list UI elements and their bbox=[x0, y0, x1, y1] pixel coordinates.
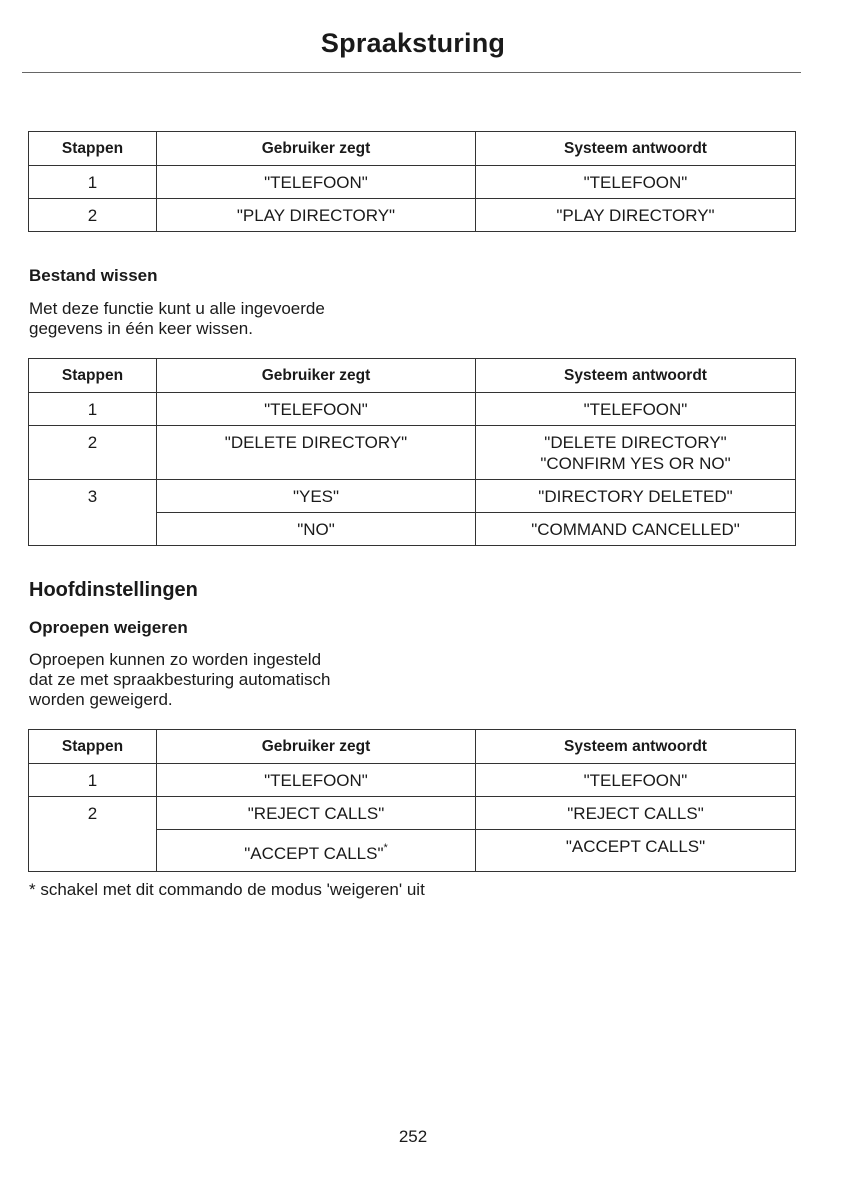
user-command-cell: "DELETE DIRECTORY" bbox=[157, 426, 476, 480]
system-response-cell: "TELEFOON" bbox=[476, 764, 796, 797]
steps-table-play-directory bbox=[28, 131, 796, 232]
step-cell: 1 bbox=[29, 764, 157, 797]
system-response-line: "DELETE DIRECTORY" bbox=[544, 433, 727, 452]
table-row bbox=[29, 797, 796, 830]
table-row bbox=[29, 166, 796, 199]
table-header-row bbox=[29, 730, 796, 764]
section-heading-reject-calls: Oproepen weigeren bbox=[29, 618, 188, 637]
system-response-cell: "TELEFOON" bbox=[476, 393, 796, 426]
section-text-reject-calls: Oproepen kunnen zo worden ingesteld dat ze met spraakbesturing automatisch worden geweigerd. bbox=[29, 650, 331, 709]
column-header-system-responds: Systeem antwoordt bbox=[476, 730, 796, 764]
table-header-row bbox=[29, 359, 796, 393]
user-command-text: "ACCEPT CALLS" bbox=[244, 844, 384, 863]
system-response-cell: "PLAY DIRECTORY" bbox=[476, 199, 796, 232]
footnote-marker: * bbox=[383, 842, 388, 854]
user-command-cell: "PLAY DIRECTORY" bbox=[157, 199, 476, 232]
column-header-user-says: Gebruiker zegt bbox=[157, 359, 476, 393]
step-cell: 2 bbox=[29, 797, 157, 872]
table-row bbox=[29, 426, 796, 480]
user-command-cell: "NO" bbox=[157, 513, 476, 546]
table-row bbox=[29, 199, 796, 232]
step-cell: 2 bbox=[29, 199, 157, 232]
step-cell: 1 bbox=[29, 393, 157, 426]
table-row bbox=[29, 480, 796, 513]
footnote: * schakel met dit commando de modus 'weigeren' uit bbox=[29, 880, 425, 899]
page-title: Spraaksturing bbox=[320, 28, 506, 58]
column-header-system-responds: Systeem antwoordt bbox=[476, 359, 796, 393]
column-header-steps: Stappen bbox=[29, 359, 157, 393]
table-row bbox=[29, 393, 796, 426]
system-response-cell: "COMMAND CANCELLED" bbox=[476, 513, 796, 546]
system-response-cell: "TELEFOON" bbox=[476, 166, 796, 199]
step-cell: 1 bbox=[29, 166, 157, 199]
system-response-cell: "ACCEPT CALLS" bbox=[476, 830, 796, 872]
column-header-steps: Stappen bbox=[29, 132, 157, 166]
column-header-system-responds: Systeem antwoordt bbox=[476, 132, 796, 166]
step-cell: 2 bbox=[29, 426, 157, 480]
system-response-cell: "REJECT CALLS" bbox=[476, 797, 796, 830]
user-command-cell: "REJECT CALLS" bbox=[157, 797, 476, 830]
steps-table-delete-directory bbox=[28, 358, 796, 546]
system-response-line: "CONFIRM YES OR NO" bbox=[540, 454, 731, 473]
user-command-cell bbox=[157, 830, 476, 872]
column-header-steps: Stappen bbox=[29, 730, 157, 764]
column-header-user-says: Gebruiker zegt bbox=[157, 132, 476, 166]
column-header-user-says: Gebruiker zegt bbox=[157, 730, 476, 764]
section-heading-main-settings: Hoofdinstellingen bbox=[29, 579, 198, 601]
page-number: 252 bbox=[398, 1127, 428, 1146]
user-command-cell: "TELEFOON" bbox=[157, 393, 476, 426]
user-command-cell: "TELEFOON" bbox=[157, 764, 476, 797]
user-command-cell: "YES" bbox=[157, 480, 476, 513]
table-row bbox=[29, 764, 796, 797]
steps-table-reject-calls bbox=[28, 729, 796, 872]
step-cell: 3 bbox=[29, 480, 157, 546]
title-divider bbox=[22, 72, 801, 73]
section-heading-delete-file: Bestand wissen bbox=[29, 266, 158, 285]
system-response-cell: "DIRECTORY DELETED" bbox=[476, 480, 796, 513]
user-command-cell: "TELEFOON" bbox=[157, 166, 476, 199]
system-response-cell bbox=[476, 426, 796, 480]
table-header-row bbox=[29, 132, 796, 166]
section-text-delete-file: Met deze functie kunt u alle ingevoerde gegevens in één keer wissen. bbox=[29, 299, 325, 338]
